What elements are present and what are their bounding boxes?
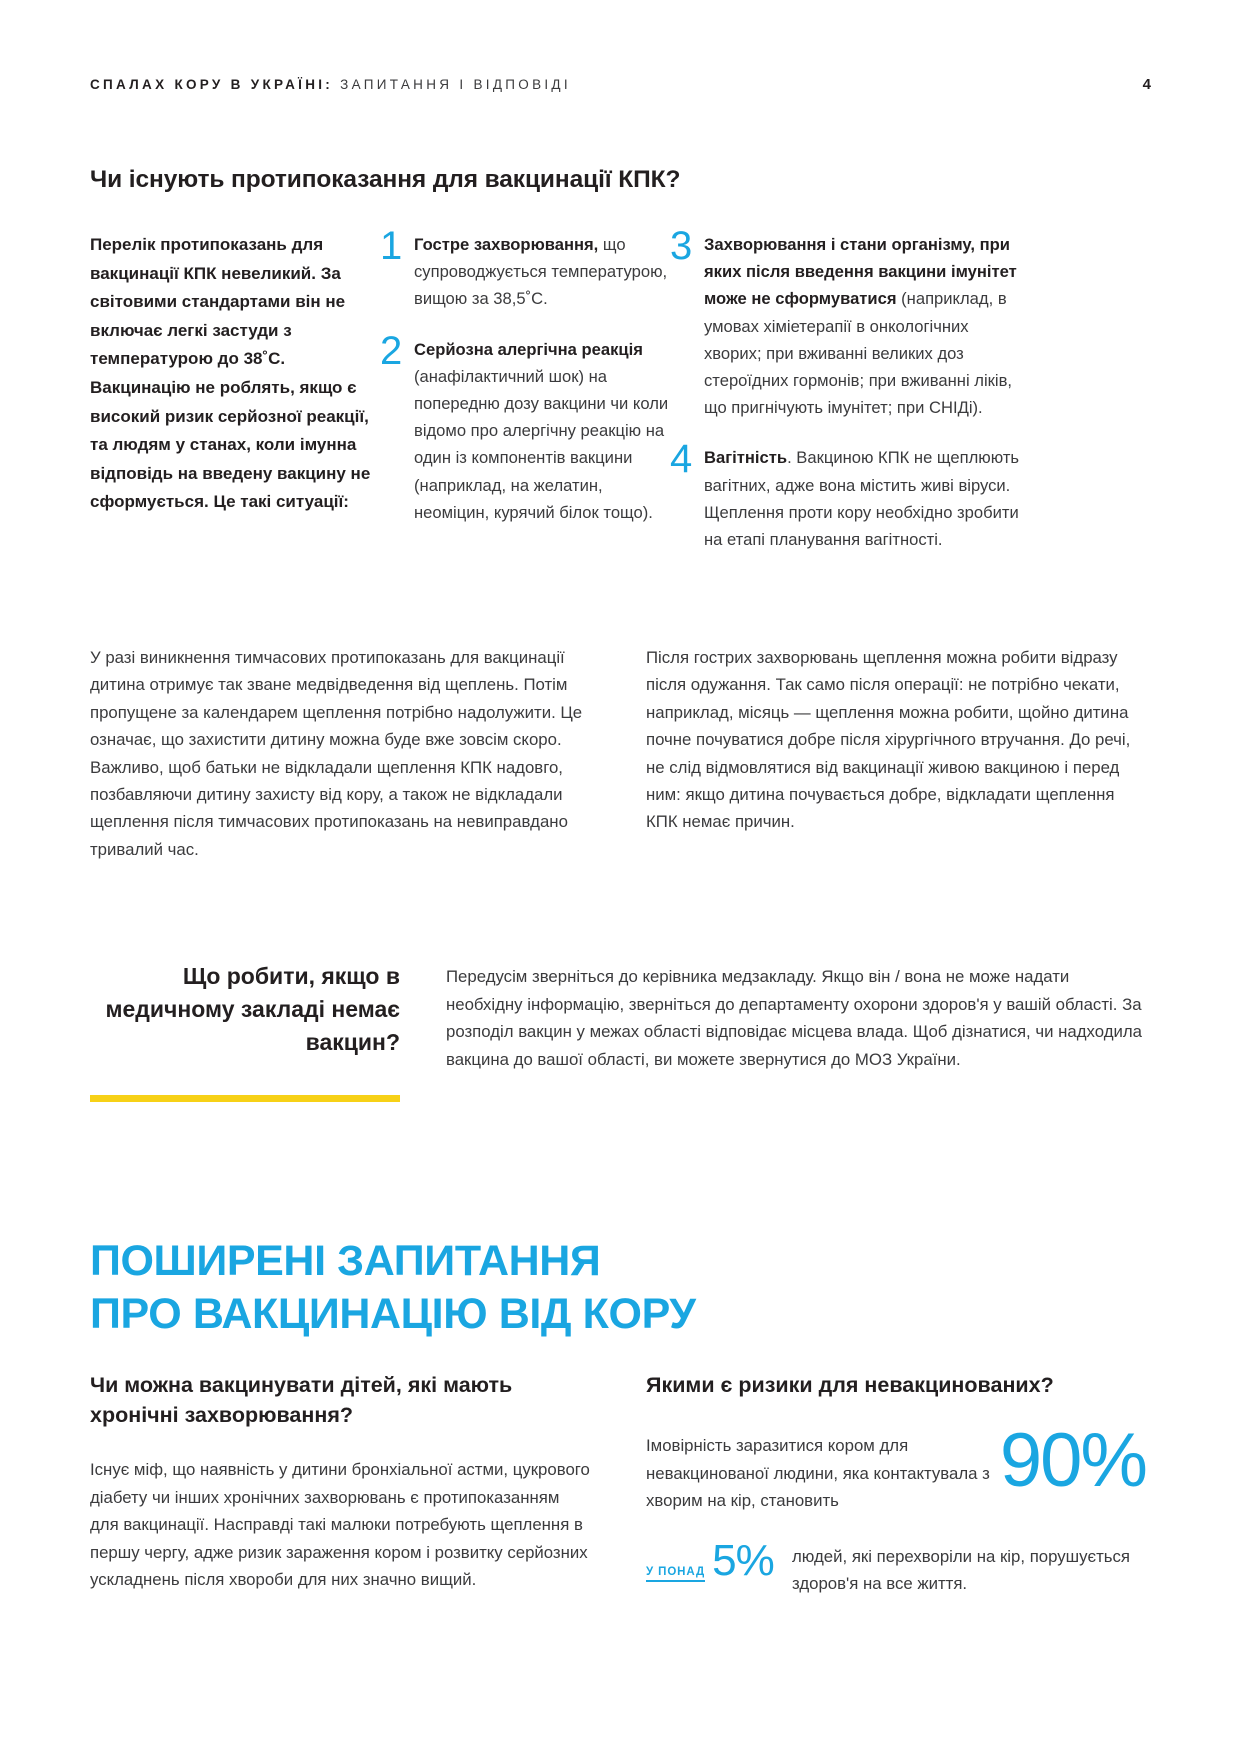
stat-5-percent [646,1535,1146,1598]
list-item-rest: (наприклад, в умовах хіміетерапії в онкологічних хворих; при вживанні великих доз стероїдних гормонів; при вживанні ліків, що пригнічують імунітет; при СНІДі). [704,289,1013,418]
list-item-bold: Гостре захворювання, [414,235,599,254]
yellow-divider [90,1095,400,1102]
list-item-number: 4 [670,437,692,482]
faq-section [90,1370,1150,1598]
list-item-bold: Серйозна алергічна реакція [414,339,643,359]
stat-5-value: 5% [712,1535,774,1585]
paragraph-right: Після гострих захворювань щеплення можна робити відразу після одужання. Так само після операції: не потрібно чекати, наприклад, місяць — щеплення можна робити, щойно дитина почне почуватися добре після хірургічного втручання. До речі, не слід відмовлятися від вакцинації живою вакциною і перед ним: якщо дитина почувається добре, відкладати щеплення КПК немає причин. [646,648,1131,832]
faq-heading-right: Якими є ризики для невакцинованих? [646,1373,1054,1397]
list-item-rest: (анафілактичний шок) на попередню дозу вакцини чи коли відомо про алергічну реакцію на один із компонентів вакцини (наприклад, на желатин, неоміцин, курячий білок тощо). [414,366,669,522]
page-number: 4 [1142,76,1151,93]
page-title: Чи існують протипоказання для вакцинації КПК? [90,166,681,193]
list-item [670,437,1020,553]
section-title [90,1235,696,1341]
list-item-number: 3 [670,224,692,268]
running-header-title [90,77,571,92]
list-item-body [414,336,670,526]
list-item [380,224,670,313]
stat-90-value: 90% [999,1418,1146,1503]
stat-5-prefix: У ПОНАД [646,1566,705,1582]
stat-90-percent [646,1418,1146,1515]
section-title-line-1: ПОШИРЕНІ ЗАПИТАННЯ [90,1237,601,1285]
list-item-body [414,231,670,313]
paragraph-left: У разі виникнення тимчасових протипоказань для вакцинації дитина отримує так зване медвідведення від щеплень. Потім пропущене за календарем щеплення потрібно надолужити. Це означає, що захистити дитину можна буде вже зовсім скоро. Важливо, щоб батьки не відкладали щеплення КПК надовго, позбавляючи дитину захисту від кору, а також не відкладали щеплення після тимчасових протипоказань на невиправдано тривалий час. [90,648,583,859]
what-to-do-block [90,960,1150,1102]
stat-5-text: людей, які перехворіли на кір, порушується здоров'я на все життя. [792,1546,1130,1593]
list-item-body [704,444,1020,553]
list-item-number: 1 [380,224,402,268]
list-item-rest: що супроводжується температурою, вищою за 38,5˚С. [414,235,668,309]
running-header-title-strong: СПАЛАХ КОРУ В УКРАЇНІ: [90,77,334,92]
contraindications-columns [90,224,1150,553]
what-to-do-text: Передусім зверніться до керівника медзакладу. Якщо він / вона не може надати необхідну інформацію, зверніться до департаменту охорони здоров'я у вашій області. За розподіл вакцин у межах області відповідає місцева влада. Щоб дізнатися, чи надходила вакцина до вашої області, ви можете звернутися до МОЗ України. [446,967,1143,1069]
list-item [380,328,670,526]
contraindications-lead: Перелік протипоказань для вакцинації КПК невеликий. За світовими стандартами він не включає легкі застуди з температурою до 38˚С. Вакцинацію не роблять, якщо є високий ризик серйозної реакції, та людям у станах, коли імунна відповідь на введену вакцину не сформується. Це такі ситуації: [90,235,371,512]
running-header-title-light: ЗАПИТАННЯ І ВІДПОВІДІ [340,77,571,92]
list-item [670,224,1020,421]
section-title-line-2: ПРО ВАКЦИНАЦІЮ ВІД КОРУ [90,1290,696,1338]
faq-heading-left: Чи можна вакцинувати дітей, які мають хронічні захворювання? [90,1373,513,1427]
list-item-bold: Захворювання і стани організму, при яких після введення вакцини імунітет може не сформуватися [704,235,1017,309]
faq-body-left: Існує міф, що наявність у дитини бронхіальної астми, цукрового діабету чи інших хронічних захворювань є протипоказанням для вакцинації. Насправді такі малюки потребують щеплення в першу чергу, адже ризик зараження кором і розвитку серйозних ускладнень після хвороби для них значно вищий. [90,1460,590,1589]
faq-column-left [90,1370,590,1598]
list-item-bold: Вагітність [704,448,788,468]
explanation-paragraphs [90,644,1150,863]
what-to-do-left [90,960,400,1102]
stat-5-prefix-wrap [646,1535,782,1585]
faq-column-right [646,1370,1146,1598]
list-item-number: 2 [380,328,402,373]
running-header [90,76,1151,93]
stat-90-text: Імовірність заразитися кором для невакцинованої людини, яка контактувала з хворим на кір, становить [646,1436,990,1510]
contraindications-list-left [380,224,670,553]
what-to-do-heading: Що робити, якщо в медичному закладі немає вакцин? [105,963,400,1055]
contraindications-list-right [670,224,1020,553]
list-item-rest: . Вакциною КПК не щеплюють вагітних, адже вона містить живі віруси. Щеплення проти кору необхідно зробити на етапі планування вагітності. [704,448,1020,550]
list-item-body [704,231,1020,421]
